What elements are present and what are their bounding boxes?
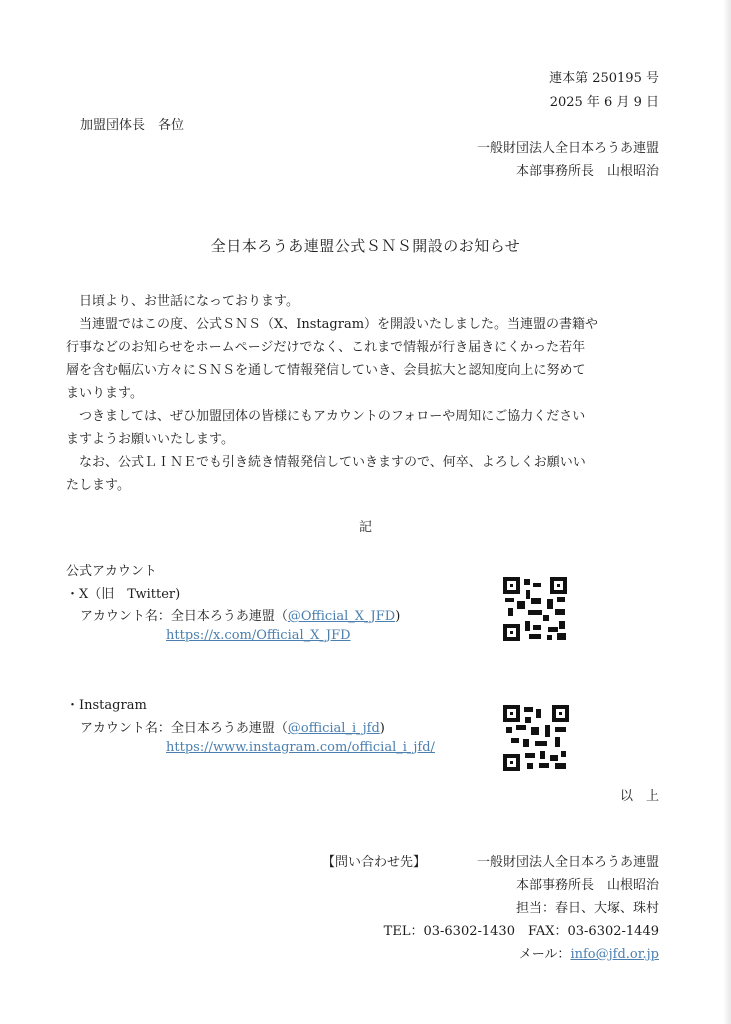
page-edge-shadow (723, 0, 731, 1024)
qr-module (539, 763, 549, 768)
qr-finder-pattern (503, 754, 520, 771)
body-line: つきましては、ぜひ加盟団体の皆様にもアカウントのフォローや周知にご協力ください (79, 409, 586, 424)
body-line: 当連盟ではこの度、公式ＳＮＳ（X、Instagram）を開設いたしました。当連盟の書籍や (79, 317, 599, 332)
close-paren: ) (395, 609, 401, 624)
qr-module (525, 753, 535, 758)
qr-module (528, 610, 542, 615)
qr-module (555, 763, 566, 769)
body-line: たします。 (66, 478, 130, 493)
qr-module (531, 727, 539, 735)
qr-module (547, 599, 553, 609)
body-line: なお、公式ＬＩＮＥでも引き続き情報発信していきますので、何卒、よろしくお願いい (79, 455, 586, 470)
qr-module (529, 634, 541, 639)
qr-finder-pattern (503, 705, 520, 722)
qr-module (559, 621, 565, 629)
qr-module (524, 707, 533, 712)
account-name-label: アカウント名：全日本ろうあ連盟（ (80, 721, 288, 736)
qr-finder-pattern (550, 577, 567, 594)
body-line: 行事などのお知らせをホームページだけでなく、これまで情報が行き届きにくかった若年 (66, 340, 586, 355)
qr-module (550, 755, 558, 761)
account-instagram-handle-link[interactable]: @official_i_jfd (287, 721, 380, 736)
qr-module (523, 739, 529, 747)
qr-finder-pattern (552, 705, 569, 722)
body-line: まいります。 (66, 386, 143, 401)
account-instagram-platform: ・Instagram (66, 698, 147, 713)
qr-module (517, 601, 525, 609)
document-date: 2025 年 6 月 9 日 (549, 95, 659, 110)
sender-name: 本部事務所長 山根昭治 (515, 164, 659, 179)
body-line: 日頃より、お世話になっております。 (79, 294, 299, 309)
contact-tel-fax: TEL：03-6302-1430 FAX：03-6302-1449 (383, 924, 659, 939)
qr-module (525, 717, 531, 723)
contact-organization: 一般財団法人全日本ろうあ連盟 (476, 855, 659, 870)
account-instagram-name-row (80, 717, 385, 736)
qr-module (557, 597, 565, 602)
qr-module (531, 598, 541, 604)
addressee: 加盟団体長 各位 (80, 118, 185, 133)
qr-module (505, 598, 514, 602)
qr-module (561, 751, 566, 757)
ki-mark: 記 (358, 520, 372, 535)
contact-name: 本部事務所長 山根昭治 (515, 878, 659, 893)
contact-staff: 担当：春日、大塚、珠村 (515, 901, 659, 916)
account-instagram-url-link[interactable]: https://www.instagram.com/official_i_jfd/ (166, 740, 435, 755)
mail-label: メール： (518, 947, 571, 962)
qr-module (526, 590, 530, 599)
qr-module (527, 763, 533, 769)
qr-finder-pattern (503, 577, 520, 594)
close-paren: ) (379, 721, 385, 736)
qr-module (547, 635, 552, 640)
qr-module (545, 725, 550, 737)
qr-code-instagram (503, 705, 569, 771)
body-line: ますようお願いいたします。 (66, 432, 234, 447)
contact-mail-row (519, 943, 659, 962)
qr-module (516, 725, 526, 730)
qr-module (548, 627, 558, 632)
qr-module (557, 633, 566, 640)
qr-module (535, 741, 547, 746)
accounts-heading: 公式アカウント (66, 564, 157, 579)
account-name-label: アカウント名：全日本ろうあ連盟（ (80, 609, 288, 624)
body-line: 層を含む幅広い方々にＳＮＳを通して情報発信していき、会員拡大と認知度向上に努めて (66, 363, 586, 378)
qr-module (555, 727, 566, 732)
account-x-handle-link[interactable]: @Official_X_JFD (287, 609, 396, 624)
contact-label: 【問い合わせ先】 (322, 855, 427, 870)
account-x-name-row (80, 605, 400, 624)
body-text (66, 290, 666, 497)
qr-module (555, 609, 565, 615)
qr-module (508, 608, 513, 616)
qr-module (533, 583, 541, 587)
document-number: 連本第 250195 号 (549, 71, 659, 86)
qr-module (525, 621, 530, 631)
qr-module (555, 737, 560, 747)
sender-organization: 一般財団法人全日本ろうあ連盟 (476, 141, 659, 156)
qr-module (536, 709, 541, 718)
document-title: 全日本ろうあ連盟公式ＳＮＳ開設のお知らせ (210, 237, 521, 255)
qr-module (511, 738, 519, 743)
mail-link[interactable]: info@jfd.or.jp (570, 947, 659, 962)
qr-module (524, 579, 530, 585)
qr-code-x (503, 577, 567, 641)
account-x-url-link[interactable]: https://x.com/Official_X_JFD (166, 628, 351, 643)
closing-mark: 以 上 (619, 789, 659, 804)
qr-finder-pattern (503, 624, 520, 641)
qr-module (543, 615, 549, 621)
qr-module (540, 751, 545, 759)
qr-module (533, 625, 541, 630)
account-x-platform: ・X（旧 Twitter) (66, 587, 181, 602)
qr-module (506, 727, 512, 733)
